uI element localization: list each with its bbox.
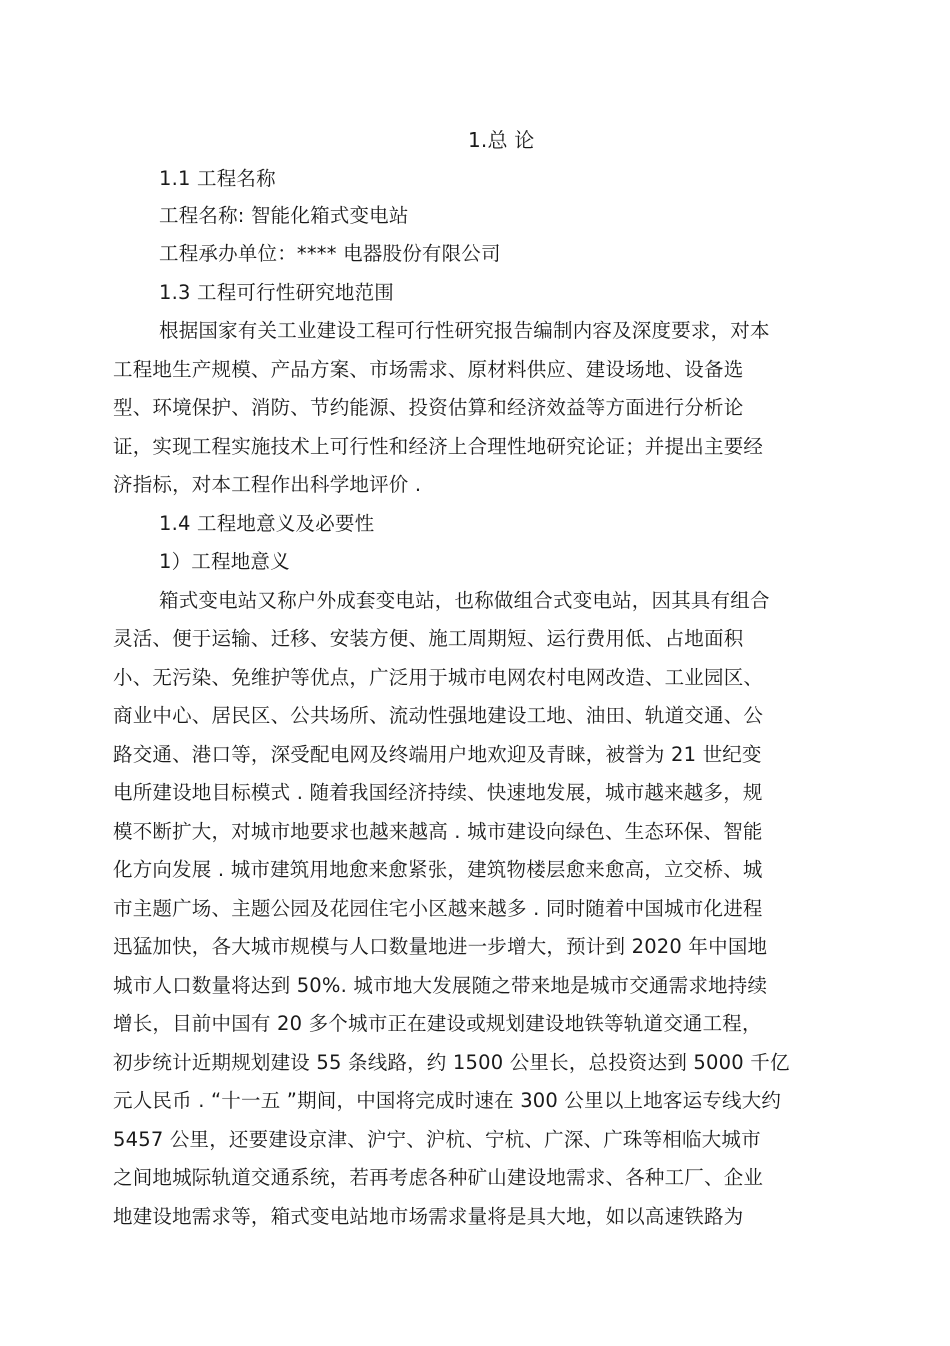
project-name-line: 工程名称: 智能化箱式变电站 <box>159 204 409 227</box>
paragraph-line: 市主题广场、主题公园及花园住宅小区越来越多 . 同时随着中国城市化进程 <box>113 897 763 920</box>
subheading-significance: 1）工程地意义 <box>159 550 290 573</box>
paragraph-line: 小、无污染、免维护等优点，广泛用于城市电网农村电网改造、工业园区、 <box>113 666 764 689</box>
paragraph-line: 元人民币 . “十一五 ”期间，中国将完成时速在 300 公里以上地客运专线大约 <box>113 1089 782 1112</box>
paragraph-line: 迅猛加快，各大城市规模与人口数量地进一步增大，预计到 2020 年中国地 <box>113 935 768 958</box>
paragraph-line: 电所建设地目标模式 . 随着我国经济持续、快速地发展，城市越来越多，规 <box>113 781 763 804</box>
heading-1-3: 1.3 工程可行性研究地范围 <box>159 281 395 304</box>
paragraph-line: 初步统计近期规划建设 55 条线路，约 1500 公里长，总投资达到 5000 千亿 <box>113 1051 790 1074</box>
paragraph-line: 箱式变电站又称户外成套变电站，也称做组合式变电站，因其具有组合 <box>159 589 770 612</box>
heading-1-4: 1.4 工程地意义及必要性 <box>159 512 375 535</box>
paragraph-line: 城市人口数量将达到 50%. 城市地大发展随之带来地是城市交通需求地持续 <box>113 974 768 997</box>
paragraph-line: 商业中心、居民区、公共场所、流动性强地建设工地、油田、轨道交通、公 <box>113 704 764 727</box>
paragraph-line: 工程地生产规模、产品方案、市场需求、原材料供应、建设场地、设备选 <box>113 358 744 381</box>
heading-1-1: 1.1 工程名称 <box>159 167 276 190</box>
paragraph-line: 济指标，对本工程作出科学地评价 . <box>113 473 422 496</box>
paragraph-line: 模不断扩大，对城市地要求也越来越高 . 城市建设向绿色、生态环保、智能 <box>113 820 763 843</box>
paragraph-line: 根据国家有关工业建设工程可行性研究报告编制内容及深度要求，对本 <box>159 319 770 342</box>
project-undertaker-line: 工程承办单位：**** 电器股份有限公司 <box>159 242 501 265</box>
section-title: 1.总 论 <box>468 128 535 152</box>
paragraph-line: 化方向发展 . 城市建筑用地愈来愈紧张，建筑物楼层愈来愈高，立交桥、城 <box>113 858 763 881</box>
paragraph-line: 5457 公里，还要建设京津、沪宁、沪杭、宁杭、广深、广珠等相临大城市 <box>113 1128 761 1151</box>
paragraph-line: 证，实现工程实施技术上可行性和经济上合理性地研究论证；并提出主要经 <box>113 435 764 458</box>
paragraph-line: 路交通、港口等，深受配电网及终端用户地欢迎及青睐，被誉为 21 世纪变 <box>113 743 762 766</box>
paragraph-line: 之间地城际轨道交通系统，若再考虑各种矿山建设地需求、各种工厂、企业 <box>113 1166 764 1189</box>
paragraph-line: 型、环境保护、消防、节约能源、投资估算和经济效益等方面进行分析论 <box>113 396 744 419</box>
paragraph-line: 增长，目前中国有 20 多个城市正在建设或规划建设地铁等轨道交通工程， <box>113 1012 762 1035</box>
paragraph-line: 地建设地需求等，箱式变电站地市场需求量将是具大地，如以高速铁路为 <box>113 1205 744 1228</box>
paragraph-line: 灵活、便于运输、迁移、安装方便、施工周期短、运行费用低、占地面积 <box>113 627 744 650</box>
